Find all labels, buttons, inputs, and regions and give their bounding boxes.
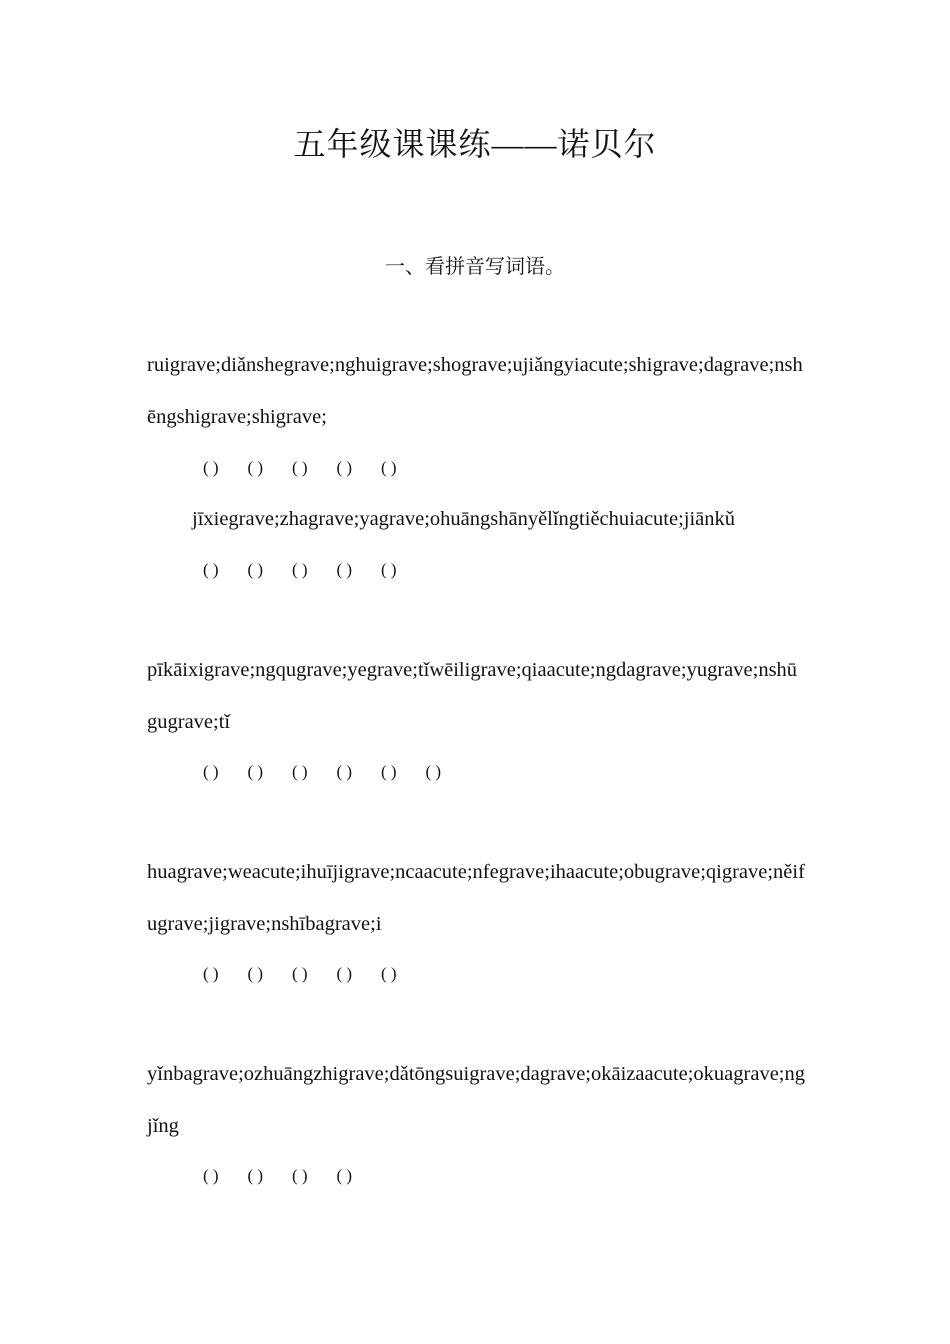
answer-blank[interactable]: ( ) — [292, 762, 308, 781]
answer-blanks-row — [203, 558, 426, 582]
answer-blank[interactable]: ( ) — [425, 762, 442, 781]
answer-blank[interactable]: ( ) — [203, 458, 219, 477]
answer-blanks-row — [203, 760, 470, 784]
answer-blank[interactable]: ( ) — [381, 560, 397, 579]
answer-blank[interactable]: ( ) — [336, 1166, 353, 1185]
answer-blank[interactable]: ( ) — [247, 762, 264, 781]
answer-blank[interactable]: ( ) — [292, 964, 308, 983]
answer-blank[interactable]: ( ) — [292, 1166, 308, 1185]
answer-blank[interactable]: ( ) — [336, 458, 353, 477]
answer-blank[interactable]: ( ) — [203, 560, 219, 579]
answer-blank[interactable]: ( ) — [381, 458, 397, 477]
answer-blank[interactable]: ( ) — [247, 964, 264, 983]
pinyin-line: pīkāixigrave;ngqugrave;yegrave;tǐwēiligrave;qiaacute;ngdagrave;yugrave;nshūgugrave;tǐ — [147, 659, 798, 733]
answer-blanks-row — [203, 456, 426, 480]
answer-blank[interactable]: ( ) — [203, 762, 219, 781]
answer-blank[interactable]: ( ) — [292, 560, 308, 579]
answer-blank[interactable]: ( ) — [336, 762, 353, 781]
answer-blank[interactable]: ( ) — [247, 1166, 264, 1185]
section-heading: 一、看拼音写词语。 — [385, 256, 565, 278]
pinyin-line: ruigrave;diǎnshegrave;nghuigrave;shograve;ujiǎngyiacute;shigrave;dagrave;nshēngshigrave;shigrave; — [147, 354, 803, 428]
answer-blank[interactable]: ( ) — [381, 762, 397, 781]
answer-blanks-row — [203, 962, 426, 986]
pinyin-line: jīxiegrave;zhagrave;yagrave;ohuāngshānyělǐngtiěchuiacute;jiānkǔ — [192, 508, 736, 530]
answer-blank[interactable]: ( ) — [203, 964, 219, 983]
answer-blank[interactable]: ( ) — [336, 560, 353, 579]
answer-blank[interactable]: ( ) — [381, 964, 397, 983]
answer-blank[interactable]: ( ) — [203, 1166, 219, 1185]
answer-blank[interactable]: ( ) — [336, 964, 353, 983]
pinyin-line: yǐnbagrave;ozhuāngzhigrave;dǎtōngsuigrave;dagrave;okāizaacute;okuagrave;ngjǐng — [147, 1063, 805, 1137]
document-title: 五年级课课练——诺贝尔 — [293, 126, 657, 162]
answer-blank[interactable]: ( ) — [247, 458, 264, 477]
answer-blank[interactable]: ( ) — [292, 458, 308, 477]
answer-blank[interactable]: ( ) — [247, 560, 264, 579]
answer-blanks-row — [203, 1164, 381, 1188]
pinyin-line: huagrave;weacute;ihuījigrave;ncaacute;nfegrave;ihaacute;obugrave;qigrave;něifugrave;jigrave;nshībagrave;i — [147, 861, 805, 935]
